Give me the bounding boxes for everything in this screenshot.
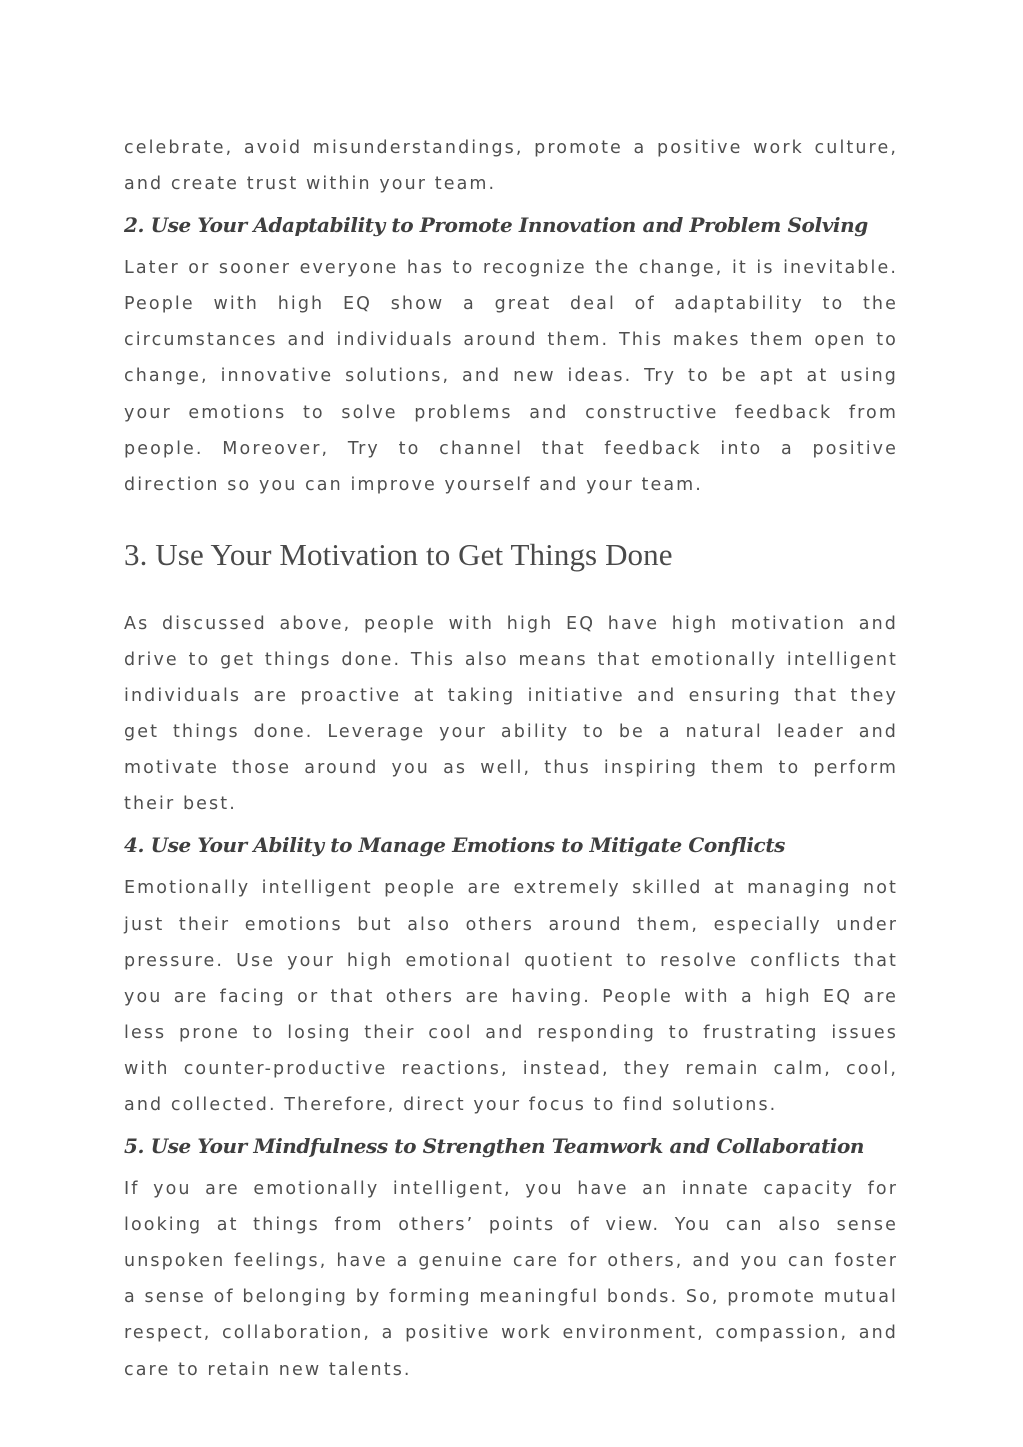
section-body-manage-emotions: Emotionally intelligent people are extremely skilled at managing not just their emotions but also others around them, especially under pressure. Use your high emotional quotient to resolve conflicts that you are facing or that others are having. People with a high EQ are less prone to losing their cool and responding to frustrating issues with counter-productive reactions, instead, they remain calm, cool, and collected. Therefore, direct your focus to find solutions. xyxy=(124,878,898,1115)
section-heading-motivation: 3. Use Your Motivation to Get Things Done xyxy=(124,536,673,572)
section-body-motivation: As discussed above, people with high EQ have high motivation and drive to get things done. This also means that emotionally intelligent individuals are proactive at taking initiative and ensuring that they get things done. Leverage your ability to be a natural leader and motivate those around you as well, thus inspiring them to perform their best. xyxy=(124,613,898,815)
intro-paragraph: celebrate, avoid misunderstandings, promote a positive work culture, and create trust within your team. xyxy=(124,138,898,195)
section-heading-mindfulness: 5. Use Your Mindfulness to Strengthen Teamwork and Collaboration xyxy=(124,1134,865,1159)
section-heading-adaptability: 2. Use Your Adaptability to Promote Innovation and Problem Solving xyxy=(124,213,868,238)
document-page xyxy=(124,130,898,1388)
section-heading-manage-emotions: 4. Use Your Ability to Manage Emotions to Mitigate Conflicts xyxy=(124,833,786,858)
section-body-adaptability: Later or sooner everyone has to recognize the change, it is inevitable. People with high EQ show a great deal of adaptability to the circumstances and individuals around them. This makes them open to change, innovative solutions, and new ideas. Try to be apt at using your emotions to solve problems and constructive feedback from people. Moreover, Try to channel that feedback into a positive direction so you can improve yourself and your team. xyxy=(124,258,898,495)
section-body-mindfulness: If you are emotionally intelligent, you have an innate capacity for looking at things from others’ points of view. You can also sense unspoken feelings, have a genuine care for others, and you can foster a sense of belonging by forming meaningful bonds. So, promote mutual respect, collaboration, a positive work environment, compassion, and care to retain new talents. xyxy=(124,1179,898,1380)
